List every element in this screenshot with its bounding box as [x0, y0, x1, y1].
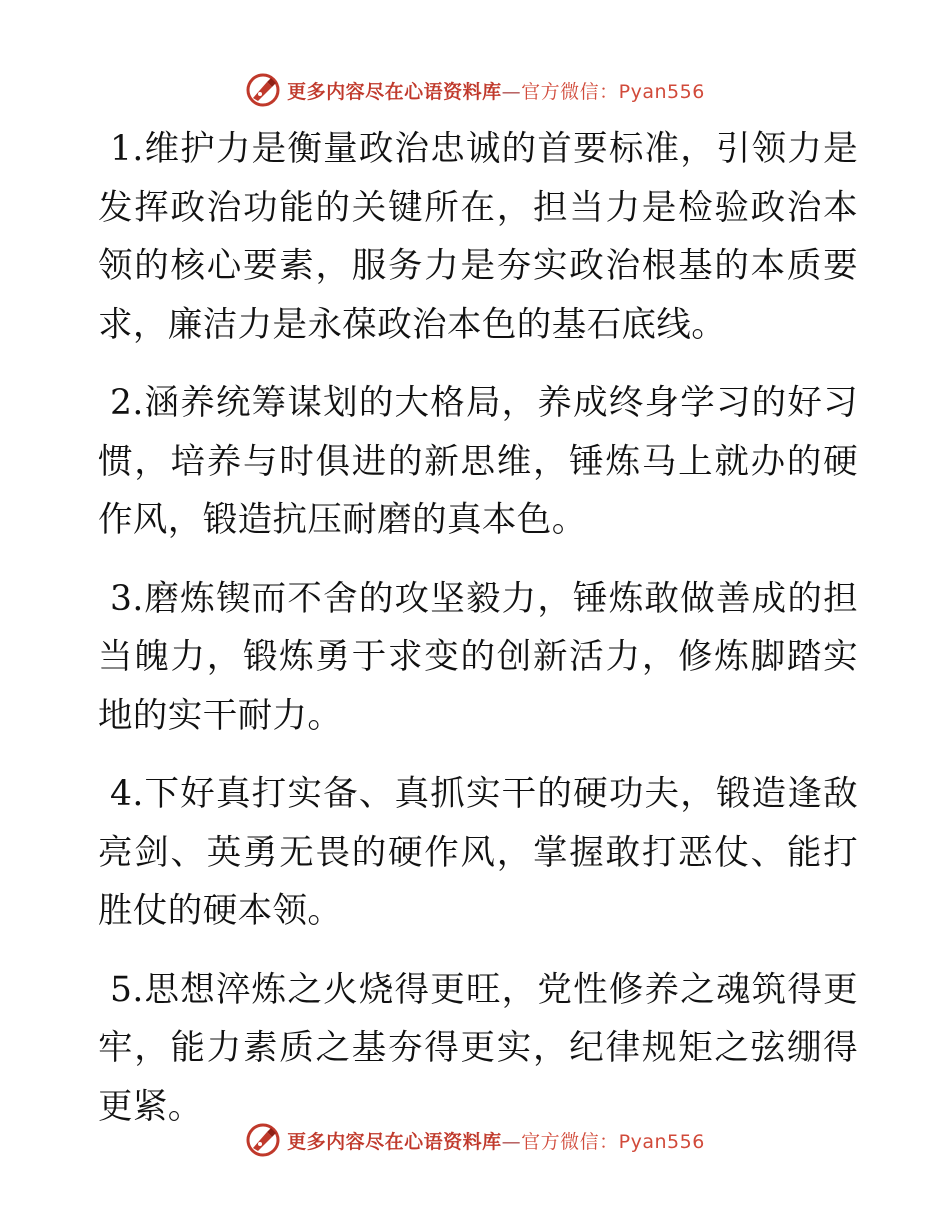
paragraph-number: 4. — [110, 774, 144, 814]
document-body — [98, 120, 858, 1156]
paragraph-text: 思想淬炼之火烧得更旺，党性修养之魂筑得更牢，能力素质之基夯得更实，纪律规矩之弦绷得更紧。 — [98, 969, 858, 1127]
footer-banner-text: 更多内容尽在心语资料库—官方微信：Pyan556 — [287, 1130, 705, 1153]
paragraph-3 — [98, 570, 858, 746]
paragraph-text: 磨炼锲而不舍的攻坚毅力，锤炼敢做善成的担当魄力，锻炼勇于求变的创新活力，修炼脚踏实地的实干耐力。 — [98, 578, 858, 736]
paragraph-number: 5. — [110, 969, 144, 1010]
paragraph-4 — [98, 765, 858, 941]
pen-nib-logo-icon — [245, 1122, 281, 1158]
paragraph-2 — [98, 374, 858, 550]
header-banner — [0, 70, 950, 110]
paragraph-number: 1. — [110, 129, 144, 169]
paragraph-1 — [98, 120, 858, 354]
pen-nib-logo-icon — [245, 72, 281, 108]
paragraph-number: 2. — [110, 383, 144, 423]
footer-banner — [0, 1120, 950, 1160]
paragraph-text: 涵养统筹谋划的大格局，养成终身学习的好习惯，培养与时俱进的新思维，锤炼马上就办的硬作风，锻造抗压耐磨的真本色。 — [98, 383, 858, 540]
paragraph-text: 下好真打实备、真抓实干的硬功夫，锻造逢敌亮剑、英勇无畏的硬作风，掌握敢打恶仗、能打胜仗的硬本领。 — [98, 774, 858, 931]
paragraph-5 — [98, 961, 858, 1137]
header-banner-text: 更多内容尽在心语资料库—官方微信：Pyan556 — [287, 80, 705, 103]
paragraph-number: 3. — [110, 578, 144, 619]
paragraph-text: 维护力是衡量政治忠诚的首要标准，引领力是发挥政治功能的关键所在，担当力是检验政治本领的核心要素，服务力是夯实政治根基的本质要求，廉洁力是永葆政治本色的基石底线。 — [98, 129, 858, 345]
